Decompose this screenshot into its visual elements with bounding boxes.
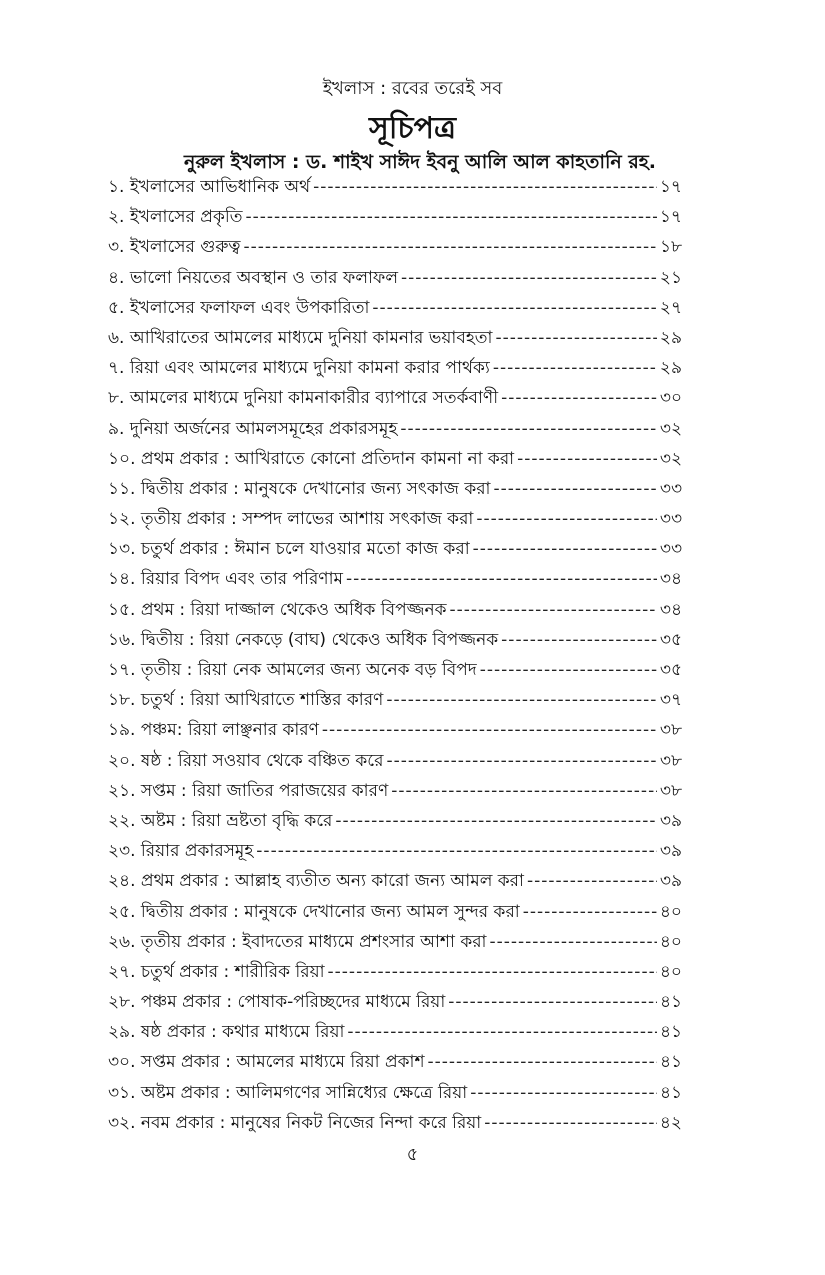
toc-entry <box>108 929 682 959</box>
toc-entry-title: ২৮. পঞ্চম প্রকার : পোষাক-পরিচ্ছদের মাধ্যমে রিয়া <box>108 992 446 1013</box>
toc-entry-page: ৩৯ <box>659 810 682 831</box>
page-title: সূচিপত্র <box>369 111 456 146</box>
dash-leader <box>476 509 657 529</box>
dash-leader <box>386 751 656 771</box>
toc-entry-title: ১৪. রিয়ার বিপদ এবং তার পরিণাম <box>108 569 343 590</box>
toc-entry-page: ১৮ <box>659 237 682 258</box>
dash-leader <box>400 419 657 439</box>
section-subtitle: নুরুল ইখলাস : ড. শাইখ সাঈদ ইবনু আলি আল কাহতানি রহ. <box>183 151 656 173</box>
toc-entry-page: ২৯ <box>659 358 682 379</box>
dash-leader <box>494 479 657 499</box>
toc-entry-title: ৪. ভালো নিয়তের অবস্থান ও তার ফলাফল <box>108 267 399 288</box>
toc-entry <box>108 355 682 385</box>
toc-entry-title: ১৫. প্রথম : রিয়া দাজ্জাল থেকেও অধিক বিপজ্জনক <box>108 599 447 620</box>
toc-entry <box>108 717 682 747</box>
dash-leader <box>495 328 656 348</box>
toc-entry-title: ৯. দুনিয়া অর্জনের আমলসমূহের প্রকারসমূহ <box>108 418 398 439</box>
toc-entry-page: ৪১ <box>659 992 682 1013</box>
toc-entry <box>108 1080 682 1110</box>
toc-entry-title: ৬. আখিরাতের আমলের মাধ্যমে দুনিয়া কামনার ভয়াবহতা <box>108 327 493 348</box>
toc-entry-title: ৩২. নবম প্রকার : মানুষের নিকট নিজের নিন্দা করে রিয়া <box>108 1112 482 1133</box>
toc-entry <box>108 506 682 536</box>
toc-entry <box>108 234 682 264</box>
toc-entry-page: ৩৯ <box>659 841 682 862</box>
toc-entry-page: ২১ <box>659 267 682 288</box>
toc-entry <box>108 838 682 868</box>
toc-entry-page: ৩৭ <box>659 690 682 711</box>
toc-entry-page: ৩৩ <box>659 478 682 499</box>
toc-entry <box>108 1110 682 1140</box>
toc-entry-title: ২৯. ষষ্ঠ প্রকার : কথার মাধ্যমে রিয়া <box>108 1022 345 1043</box>
toc-entry-title: ৭. রিয়া এবং আমলের মাধ্যমে দুনিয়া কামনা করার পার্থক্য <box>108 358 490 379</box>
toc-entry-title: ২৪. প্রথম প্রকার : আল্লাহ ব্যতীত অন্য কারো জন্য আমল করা <box>108 871 524 892</box>
toc-entry <box>108 536 682 566</box>
dash-leader <box>517 449 657 469</box>
toc-entry <box>108 265 682 295</box>
toc-entry-title: ১১. দ্বিতীয় প্রকার : মানুষকে দেখানোর জন্য সৎকাজ করা <box>108 478 491 499</box>
dash-leader <box>428 1052 657 1072</box>
toc-entry <box>108 204 682 234</box>
toc-entry-page: ৩৫ <box>659 660 682 680</box>
toc-entry-page: ২৯ <box>659 327 682 348</box>
toc-entry-page: ৪১ <box>659 1052 682 1073</box>
toc-entry-title: ২৩. রিয়ার প্রকারসমূহ <box>108 841 254 862</box>
toc-entry-page: ৪২ <box>659 1112 682 1133</box>
toc-entry-page: ৩৪ <box>659 599 682 620</box>
toc-entry <box>108 416 682 446</box>
toc-entry-title: ১০. প্রথম প্রকার : আখিরাতে কোনো প্রতিদান কামনা না করা <box>108 448 515 469</box>
toc-entry <box>108 597 682 627</box>
toc-entry <box>108 1049 682 1079</box>
toc-entry-title: ১২. তৃতীয় প্রকার : সম্পদ লাভের আশায় সৎকাজ করা <box>108 509 474 530</box>
toc-entry <box>108 476 682 506</box>
dash-leader <box>490 932 657 952</box>
toc-entry-title: ৩১. অষ্টম প্রকার : আলিমগণের সান্নিধ্যের ক্ষেত্রে রিয়া <box>108 1082 468 1103</box>
toc-entry <box>108 657 682 687</box>
dash-leader <box>527 871 657 891</box>
toc-entry-page: ৩৪ <box>659 569 682 590</box>
toc-entry-page: ৩৮ <box>659 780 682 801</box>
dash-leader <box>480 660 657 680</box>
dash-leader <box>493 358 657 378</box>
toc-entry-page: ৩২ <box>659 448 682 469</box>
toc-entry-page: ৪০ <box>659 931 682 952</box>
toc-entry <box>108 1019 682 1049</box>
toc-entry-title: ১৬. দ্বিতীয় : রিয়া নেকড়ে (বাঘ) থেকেও অধিক বিপজ্জনক <box>108 629 499 650</box>
toc-entry <box>108 385 682 415</box>
dash-leader <box>501 630 657 650</box>
toc-entry-title: ২২. অষ্টম : রিয়া ভ্রষ্টতা বৃদ্ধি করে <box>108 810 333 831</box>
running-head: ইখলাস : রবের তরেই সব <box>322 78 503 99</box>
dash-leader <box>347 1022 657 1042</box>
dash-leader <box>473 539 657 559</box>
toc-entry-title: ১৯. পঞ্চম: রিয়া লাঞ্ছনার কারণ <box>108 720 319 741</box>
toc-entry <box>108 959 682 989</box>
toc-entry-page: ৩০ <box>659 388 682 409</box>
toc-entry-title: ২. ইখলাসের প্রকৃতি <box>108 207 243 228</box>
toc-entry-page: ৪১ <box>659 1022 682 1043</box>
toc-entry-page: ৪০ <box>659 901 682 922</box>
toc-entry-page: ৩৮ <box>659 720 682 741</box>
toc-entry-page: ৩৫ <box>659 629 682 650</box>
toc-entry-page: ৩৩ <box>659 509 682 530</box>
toc-entry-title: ৩০. সপ্তম প্রকার : আমলের মাধ্যমে রিয়া প্রকাশ <box>108 1052 425 1073</box>
toc-entry <box>108 174 682 204</box>
dash-leader <box>386 690 657 710</box>
dash-leader <box>450 600 657 620</box>
toc-entry-page: ৪১ <box>659 1082 682 1103</box>
toc-entry <box>108 446 682 476</box>
dash-leader <box>244 237 657 257</box>
toc-entry-page: ৩৯ <box>659 871 682 892</box>
toc-entry-page: ১৭ <box>659 207 682 228</box>
dash-leader <box>470 1083 657 1103</box>
dash-leader <box>501 388 657 408</box>
toc-entry <box>108 989 682 1019</box>
toc-entry-page: ৪০ <box>659 961 682 982</box>
toc-entry <box>108 748 682 778</box>
toc-entry-title: ১৩. চতুর্থ প্রকার : ঈমান চলে যাওয়ার মতো কাজ করা <box>108 539 470 560</box>
toc-entry-title: ১৮. চতুর্থ : রিয়া আখিরাতে শাস্তির কারণ <box>108 690 384 711</box>
dash-leader <box>523 902 657 922</box>
dash-leader <box>346 569 657 589</box>
toc-entry-title: ২১. সপ্তম : রিয়া জাতির পরাজয়ের কারণ <box>108 780 389 801</box>
toc-entry <box>108 566 682 596</box>
toc-entry <box>108 325 682 355</box>
dash-leader <box>401 268 657 288</box>
toc-entry-page: ২৭ <box>659 297 682 318</box>
toc-entry-title: ২৭. চতুর্থ প্রকার : শারীরিক রিয়া <box>108 961 325 982</box>
dash-leader <box>484 1113 657 1133</box>
toc-entry-title: ২৫. দ্বিতীয় প্রকার : মানুষকে দেখানোর জন্য আমল সুন্দর করা <box>108 901 520 922</box>
dash-leader <box>256 841 657 861</box>
toc-entry <box>108 899 682 929</box>
toc-entry-page: ৩২ <box>659 418 682 439</box>
table-of-contents <box>108 174 682 1140</box>
toc-entry-page: ৩৩ <box>659 539 682 560</box>
dash-leader <box>245 207 656 227</box>
toc-entry-page: ৩৮ <box>659 750 682 771</box>
toc-entry-title: ২০. ষষ্ঠ : রিয়া সওয়াব থেকে বঞ্চিত করে <box>108 750 384 771</box>
toc-entry <box>108 808 682 838</box>
toc-entry <box>108 778 682 808</box>
toc-entry <box>108 627 682 657</box>
dash-leader <box>448 992 657 1012</box>
dash-leader <box>322 720 657 740</box>
dash-leader <box>313 177 657 197</box>
dash-leader <box>328 962 657 982</box>
toc-entry-title: ১৭. তৃতীয় : রিয়া নেক আমলের জন্য অনেক বড় বিপদ <box>108 660 477 680</box>
dash-leader <box>391 781 657 801</box>
toc-entry-title: ৫. ইখলাসের ফলাফল এবং উপকারিতা <box>108 297 370 318</box>
page-number: ৫ <box>406 1144 419 1165</box>
toc-entry-title: ১. ইখলাসের আভিধানিক অর্থ <box>108 177 311 197</box>
toc-entry <box>108 868 682 898</box>
dash-leader <box>372 298 656 318</box>
toc-entry-page: ১৭ <box>659 177 682 197</box>
toc-entry <box>108 687 682 717</box>
dash-leader <box>335 811 656 831</box>
toc-entry-title: ৮. আমলের মাধ্যমে দুনিয়া কামনাকারীর ব্যাপারে সতর্কবাণী <box>108 388 499 409</box>
toc-entry <box>108 295 682 325</box>
toc-entry-title: ৩. ইখলাসের গুরুত্ব <box>108 237 241 258</box>
toc-entry-title: ২৬. তৃতীয় প্রকার : ইবাদতের মাধ্যমে প্রশংসার আশা করা <box>108 931 487 952</box>
